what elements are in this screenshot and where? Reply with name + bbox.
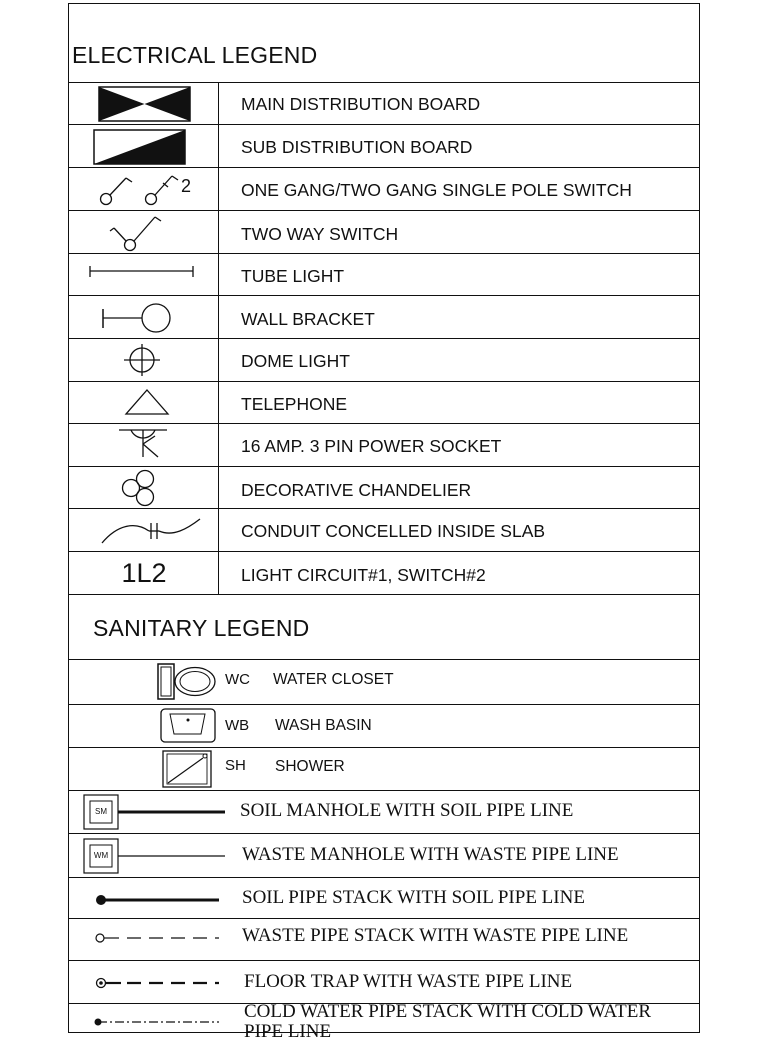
- symbol-cell: [69, 296, 219, 338]
- electrical-legend-heading: ELECTRICAL LEGEND: [72, 42, 318, 68]
- symbol-cell: [69, 211, 219, 253]
- sub-distribution-board-icon: [69, 125, 219, 168]
- wash-basin-icon: [69, 705, 219, 748]
- pipe-label: SOIL PIPE STACK WITH SOIL PIPE LINE: [242, 887, 585, 908]
- symbol-cell: [69, 125, 219, 167]
- legend-row: [69, 509, 699, 552]
- legend-label: SUB DISTRIBUTION BOARD: [241, 137, 473, 157]
- chandelier-icon: [69, 467, 219, 509]
- cold-water-pipe-icon: [69, 1004, 229, 1044]
- pipe-label: COLD WATER PIPE STACK WITH COLD WATER: [244, 1001, 651, 1022]
- power-socket-icon: [69, 424, 219, 467]
- conduit-icon: [69, 509, 219, 552]
- sanitary-legend-heading: SANITARY LEGEND: [93, 615, 310, 641]
- fixture-code: SH: [225, 757, 246, 774]
- shower-icon: [69, 748, 219, 791]
- symbol-cell: [69, 83, 219, 124]
- pipe-label: WASTE PIPE STACK WITH WASTE PIPE LINE: [242, 925, 629, 946]
- legend-label: TELEPHONE: [241, 394, 347, 414]
- symbol-cell: [69, 168, 219, 210]
- fixture-label: WASH BASIN: [275, 717, 372, 734]
- legend-row: [69, 211, 699, 254]
- fixture-label: SHOWER: [275, 758, 345, 775]
- symbol-cell: [69, 552, 219, 594]
- fixture-label: WATER CLOSET: [273, 671, 394, 688]
- legend-row: [69, 339, 699, 382]
- water-closet-icon: [69, 660, 219, 705]
- pipe-label: SOIL MANHOLE WITH SOIL PIPE LINE: [240, 800, 574, 821]
- sanitary-heading-row: [69, 595, 699, 660]
- legend-label: TUBE LIGHT: [241, 266, 345, 286]
- symbol-cell: [69, 254, 219, 295]
- symbol-cell: [69, 467, 219, 508]
- legend-row: [69, 552, 699, 595]
- legend-label: 16 AMP. 3 PIN POWER SOCKET: [241, 436, 502, 456]
- legend-label: WALL BRACKET: [241, 309, 375, 329]
- two-way-switch-icon: [69, 211, 219, 254]
- legend-label: ONE GANG/TWO GANG SINGLE POLE SWITCH: [241, 180, 632, 200]
- wall-bracket-icon: [69, 296, 219, 339]
- fixture-code: WB: [225, 717, 250, 734]
- pipe-label: WASTE MANHOLE WITH WASTE PIPE LINE: [242, 844, 619, 865]
- pipe-label-continued: PIPE LINE: [244, 1021, 332, 1042]
- pipe-row: [69, 1001, 699, 1044]
- telephone-icon: [69, 382, 219, 424]
- main-distribution-board-icon: [69, 83, 219, 125]
- circuit-code: 1L2: [121, 558, 167, 588]
- fixture-code: WC: [225, 671, 250, 688]
- pipe-label: FLOOR TRAP WITH WASTE PIPE LINE: [244, 971, 573, 992]
- tube-light-icon: [69, 254, 219, 296]
- symbol-cell: [69, 509, 219, 551]
- waste-pipe-stack-icon: [69, 919, 229, 961]
- symbol-cell: [69, 424, 219, 466]
- symbol-cell: [69, 382, 219, 423]
- symbol-cell: [69, 339, 219, 381]
- legend-label: DOME LIGHT: [241, 351, 350, 371]
- pipe-row: [69, 878, 699, 919]
- pipe-row: [69, 834, 699, 878]
- legend-label: CONDUIT CONCELLED INSIDE SLAB: [241, 521, 546, 541]
- manhole-box-text: WM: [93, 851, 109, 860]
- fixture-row: [69, 748, 699, 791]
- legend-row: [69, 254, 699, 296]
- manhole-box-text: SM: [95, 807, 107, 816]
- legend-row: [69, 125, 699, 168]
- legend-row: [69, 168, 699, 211]
- legend-label: TWO WAY SWITCH: [241, 224, 399, 244]
- legend-row: [69, 467, 699, 509]
- pipe-row: [69, 791, 699, 834]
- legend-row: [69, 382, 699, 424]
- switch-icon: [69, 168, 219, 211]
- fixture-row: [69, 660, 699, 705]
- legend-label: DECORATIVE CHANDELIER: [241, 480, 472, 500]
- legend-label: MAIN DISTRIBUTION BOARD: [241, 94, 481, 114]
- switch-gang-number: 2: [181, 176, 192, 196]
- fixture-row: [69, 705, 699, 748]
- soil-pipe-stack-icon: [69, 878, 229, 919]
- legend-row: [69, 424, 699, 467]
- legend-row: [69, 83, 699, 125]
- pipe-row: [69, 961, 699, 1004]
- electrical-heading-row: [69, 4, 699, 83]
- dome-light-icon: [69, 339, 219, 382]
- legend-row: [69, 296, 699, 339]
- legend-sheet: [68, 3, 700, 1042]
- floor-trap-icon: [69, 961, 229, 1004]
- legend-label: LIGHT CIRCUIT#1, SWITCH#2: [241, 565, 486, 585]
- pipe-row: [69, 919, 699, 961]
